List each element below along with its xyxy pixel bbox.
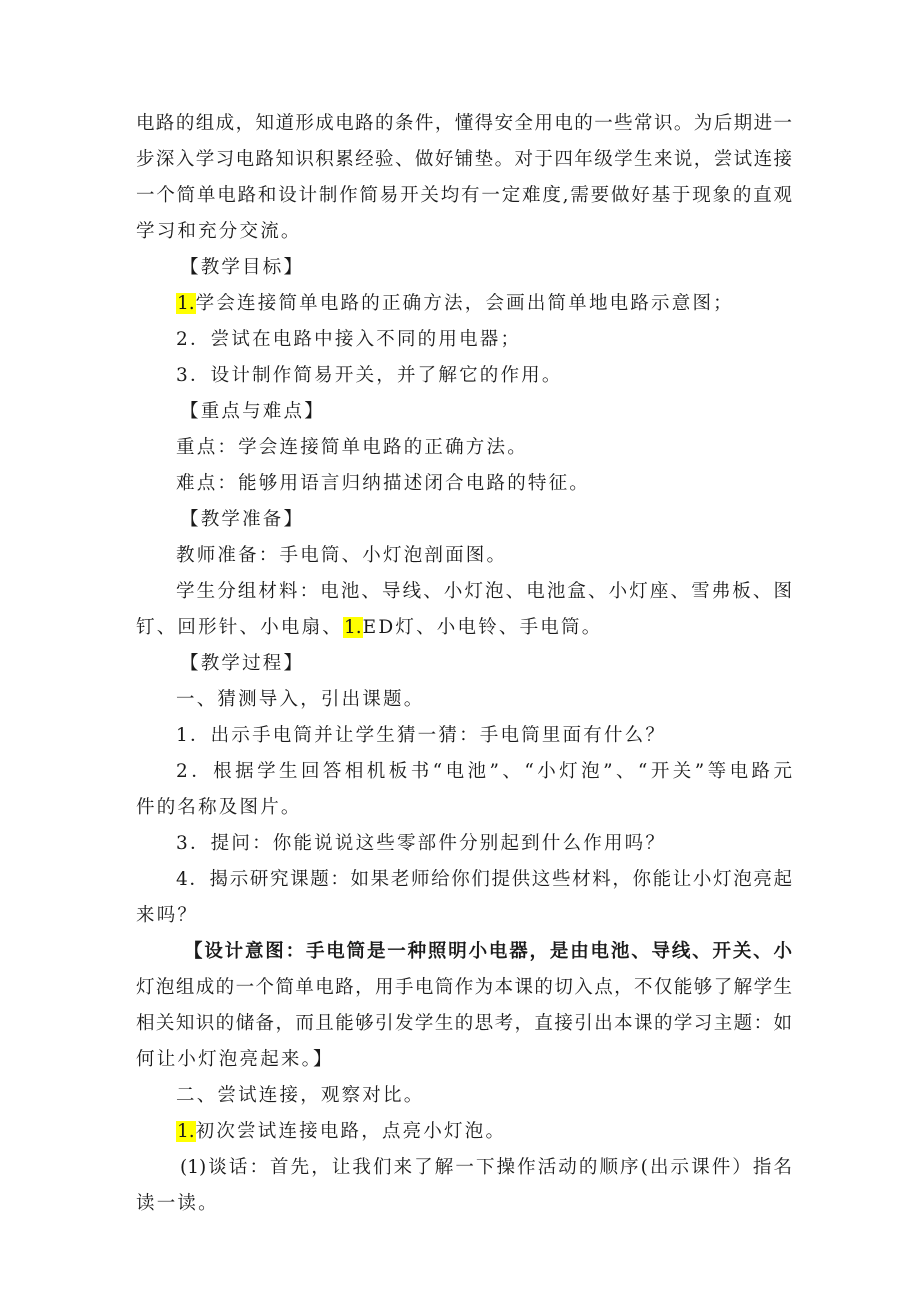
process-heading: 【教学过程】 (180, 653, 305, 674)
design-intent-line-1: 【设计意图：手电筒是一种照明小电器，是由电池、导线、开关、小 (184, 941, 792, 962)
part-1-item-2-line-2: 件的名称及图片。 (136, 797, 302, 818)
part-1-title: 一、猜测导入，引出课题。 (176, 689, 425, 710)
highlight-number: 1. (177, 1121, 195, 1142)
student-materials-line-1: 学生分组材料：电池、导线、小灯泡、电池盒、小灯座、雪弗板、图 (176, 581, 792, 602)
key-point: 重点：学会连接简单电路的正确方法。 (176, 437, 528, 458)
design-intent-line-2: 灯泡组成的一个简单电路，用手电筒作为本课的切入点，不仅能够了解学生 (136, 977, 792, 998)
design-intent-line-4: 何让小灯泡亮起来。】 (136, 1049, 334, 1070)
student-materials-text-a: 钉、回形针、小电扇、 (136, 617, 344, 638)
part-2-sub-1-line-1: (1)谈话：首先，让我们来了解一下操作活动的顺序(出示课件）指名 (180, 1157, 792, 1178)
objective-item-3: 3．设计制作简易开关，并了解它的作用。 (176, 365, 563, 386)
objectives-heading: 【教学目标】 (180, 257, 305, 278)
intro-line-4: 学习和充分交流。 (136, 221, 302, 242)
intro-line-2: 步深入学习电路知识积累经验、做好铺垫。对于四年级学生来说，尝试连接 (136, 149, 792, 170)
student-materials-text-b: ED灯、小电铃、手电筒。 (362, 617, 603, 638)
objective-item-1-text: 学会连接简单电路的正确方法，会画出简单地电路示意图； (195, 293, 734, 314)
student-materials-line-2 (136, 616, 602, 640)
part-1-item-2-line-1: 2．根据学生回答相机板书“电池”、“小灯泡”、“开关”等电路元 (176, 761, 792, 782)
difficult-point: 难点：能够用语言归纳描述闭合电路的特征。 (176, 473, 591, 494)
part-2-item-1-text: 初次尝试连接电路，点亮小灯泡。 (195, 1121, 507, 1142)
design-intent-line-3: 相关知识的储备，而且能够引发学生的思考，直接引出本课的学习主题：如 (136, 1013, 792, 1034)
part-1-item-4-line-2: 来吗？ (136, 905, 199, 926)
part-1-item-1: 1．出示手电筒并让学生猜一猜：手电筒里面有什么？ (176, 725, 667, 746)
part-1-item-4-line-1: 4．揭示研究课题：如果老师给你们提供这些材料，你能让小灯泡亮起 (176, 869, 792, 890)
key-points-heading: 【重点与难点】 (180, 401, 325, 422)
objective-item-2: 2．尝试在电路中接入不同的用电器； (176, 329, 522, 350)
part-2-item-1 (176, 1120, 506, 1144)
teacher-preparation: 教师准备：手电筒、小灯泡剖面图。 (176, 545, 508, 566)
highlight-number: 1. (344, 617, 362, 638)
part-1-item-3: 3．提问：你能说说这些零部件分别起到什么作用吗？ (176, 833, 667, 854)
part-2-sub-1-line-2: 读一读。 (136, 1193, 219, 1214)
intro-line-3: 一个简单电路和设计制作简易开关均有一定难度,需要做好基于现象的直观 (136, 185, 792, 206)
highlight-number: 1. (177, 293, 195, 314)
objective-item-1 (176, 292, 734, 316)
part-2-title: 二、尝试连接，观察对比。 (176, 1085, 425, 1106)
preparation-heading: 【教学准备】 (180, 509, 305, 530)
intro-line-1: 电路的组成，知道形成电路的条件，懂得安全用电的一些常识。为后期进一 (136, 113, 792, 134)
